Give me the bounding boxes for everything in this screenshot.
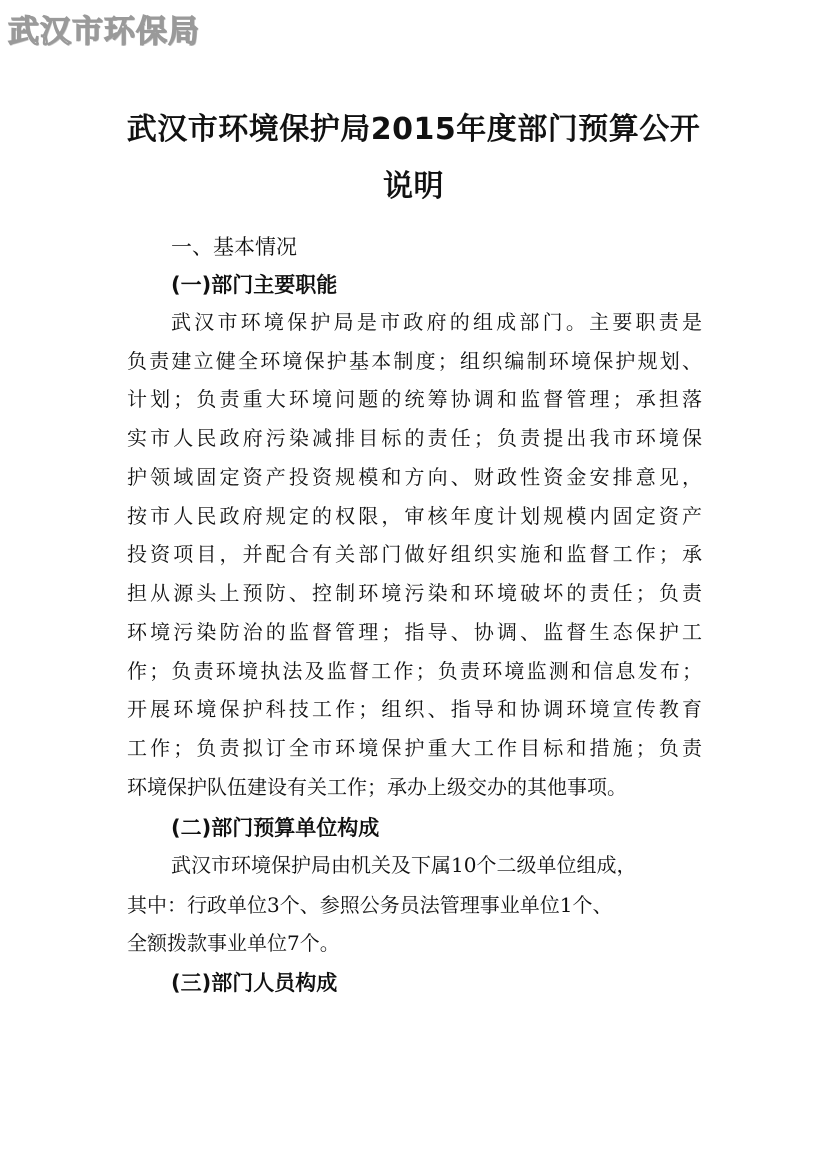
- subsection-heading-staff: (三)部门人员构成: [171, 971, 338, 995]
- functions-paragraph-line: 工作；负责拟订全市环境保护重大工作目标和措施；负责: [127, 736, 702, 760]
- functions-paragraph-line: 按市人民政府规定的权限，审核年度计划规模内固定资产: [127, 504, 702, 528]
- functions-paragraph-line: 武汉市环境保护局是市政府的组成部门。主要职责是: [171, 310, 702, 334]
- subsection-heading-functions: (一)部门主要职能: [171, 273, 338, 297]
- document-title-line-1: 武汉市环境保护局2015年度部门预算公开: [126, 112, 701, 147]
- watermark-logo: 武汉市环保局: [8, 14, 200, 50]
- units-paragraph-line: 武汉市环境保护局由机关及下属10个二级单位组成，: [171, 853, 637, 877]
- functions-paragraph-line: 负责建立健全环境保护基本制度；组织编制环境保护规划、: [127, 349, 702, 373]
- units-paragraph-line: 其中：行政单位3个、参照公务员法管理事业单位1个、: [127, 893, 613, 917]
- functions-paragraph-line: 开展环境保护科技工作；组织、指导和协调环境宣传教育: [127, 697, 702, 721]
- functions-paragraph-line: 作；负责环境执法及监督工作；负责环境监测和信息发布；: [127, 659, 702, 683]
- functions-paragraph-line: 投资项目，并配合有关部门做好组织实施和监督工作；承: [127, 542, 702, 566]
- section-heading-basic: 一、基本情况: [171, 235, 297, 259]
- document-title-line-2: 说明: [383, 169, 444, 204]
- functions-paragraph-line: 实市人民政府污染减排目标的责任；负责提出我市环境保: [127, 426, 702, 450]
- functions-paragraph-line: 环境保护队伍建设有关工作；承办上级交办的其他事项。: [127, 775, 627, 799]
- functions-paragraph-line: 环境污染防治的监督管理；指导、协调、监督生态保护工: [127, 620, 702, 644]
- subsection-heading-units: (二)部门预算单位构成: [171, 816, 380, 840]
- functions-paragraph-line: 护领域固定资产投资规模和方向、财政性资金安排意见，: [127, 465, 702, 489]
- functions-paragraph-line: 担从源头上预防、控制环境污染和环境破坏的责任；负责: [127, 581, 702, 605]
- functions-paragraph-line: 计划；负责重大环境问题的统筹协调和监督管理；承担落: [127, 387, 702, 411]
- units-paragraph-line: 全额拨款事业单位7个。: [127, 931, 340, 955]
